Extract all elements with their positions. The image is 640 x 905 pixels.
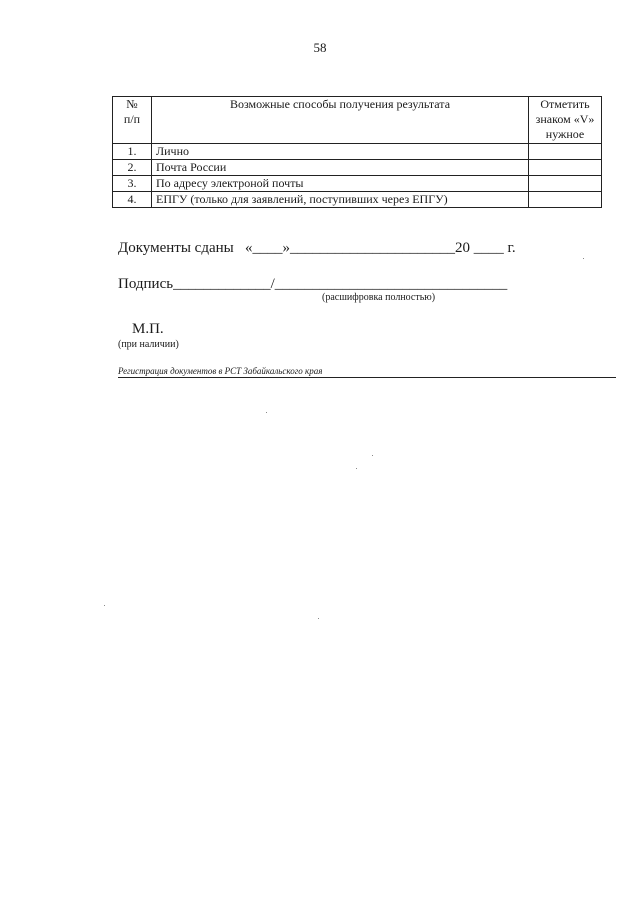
header-method: Возможные способы получения результата [152, 97, 529, 144]
row-number: 2. [113, 160, 152, 176]
row-mark-cell[interactable] [529, 192, 602, 208]
row-number: 3. [113, 176, 152, 192]
scan-speck [266, 412, 267, 413]
registration-footer-text: Регистрация документов в РСТ Забайкальского края [118, 366, 323, 376]
header-mark [529, 97, 602, 144]
header-mark-line-2: знаком «V» [535, 112, 595, 126]
header-number-line-1: № [126, 97, 138, 111]
table-header-row [113, 97, 602, 144]
row-mark-cell[interactable] [529, 160, 602, 176]
row-number: 4. [113, 192, 152, 208]
documents-submitted-line: Документы сданы «____»______________________20 ____ г. [118, 240, 516, 256]
row-method: По адресу электроной почты [152, 176, 529, 192]
table-row [113, 192, 602, 208]
row-method: Почта России [152, 160, 529, 176]
scan-speck [104, 605, 105, 606]
table-row [113, 144, 602, 160]
table-row [113, 160, 602, 176]
row-method: Лично [152, 144, 529, 160]
header-mark-line-3: нужное [545, 127, 585, 141]
signature-caption: (расшифровка полностью) [322, 292, 436, 303]
row-mark-cell[interactable] [529, 144, 602, 160]
table-row [113, 176, 602, 192]
scan-speck [318, 618, 319, 619]
stamp-note: (при наличии) [118, 339, 179, 350]
footer-divider [118, 377, 616, 378]
scan-speck [372, 455, 373, 456]
signature-line: Подпись_____________/_______________________________ [118, 276, 508, 292]
scan-speck [356, 468, 357, 469]
header-number-line-2: п/п [123, 112, 141, 126]
stamp-label: М.П. [132, 321, 164, 337]
header-number [113, 97, 152, 144]
row-method: ЕПГУ (только для заявлений, поступивших через ЕПГУ) [152, 192, 529, 208]
row-number: 1. [113, 144, 152, 160]
scan-speck [583, 258, 584, 259]
header-mark-line-1: Отметить [540, 97, 590, 111]
page-number: 58 [313, 40, 327, 55]
result-methods-table [112, 96, 602, 208]
row-mark-cell[interactable] [529, 176, 602, 192]
